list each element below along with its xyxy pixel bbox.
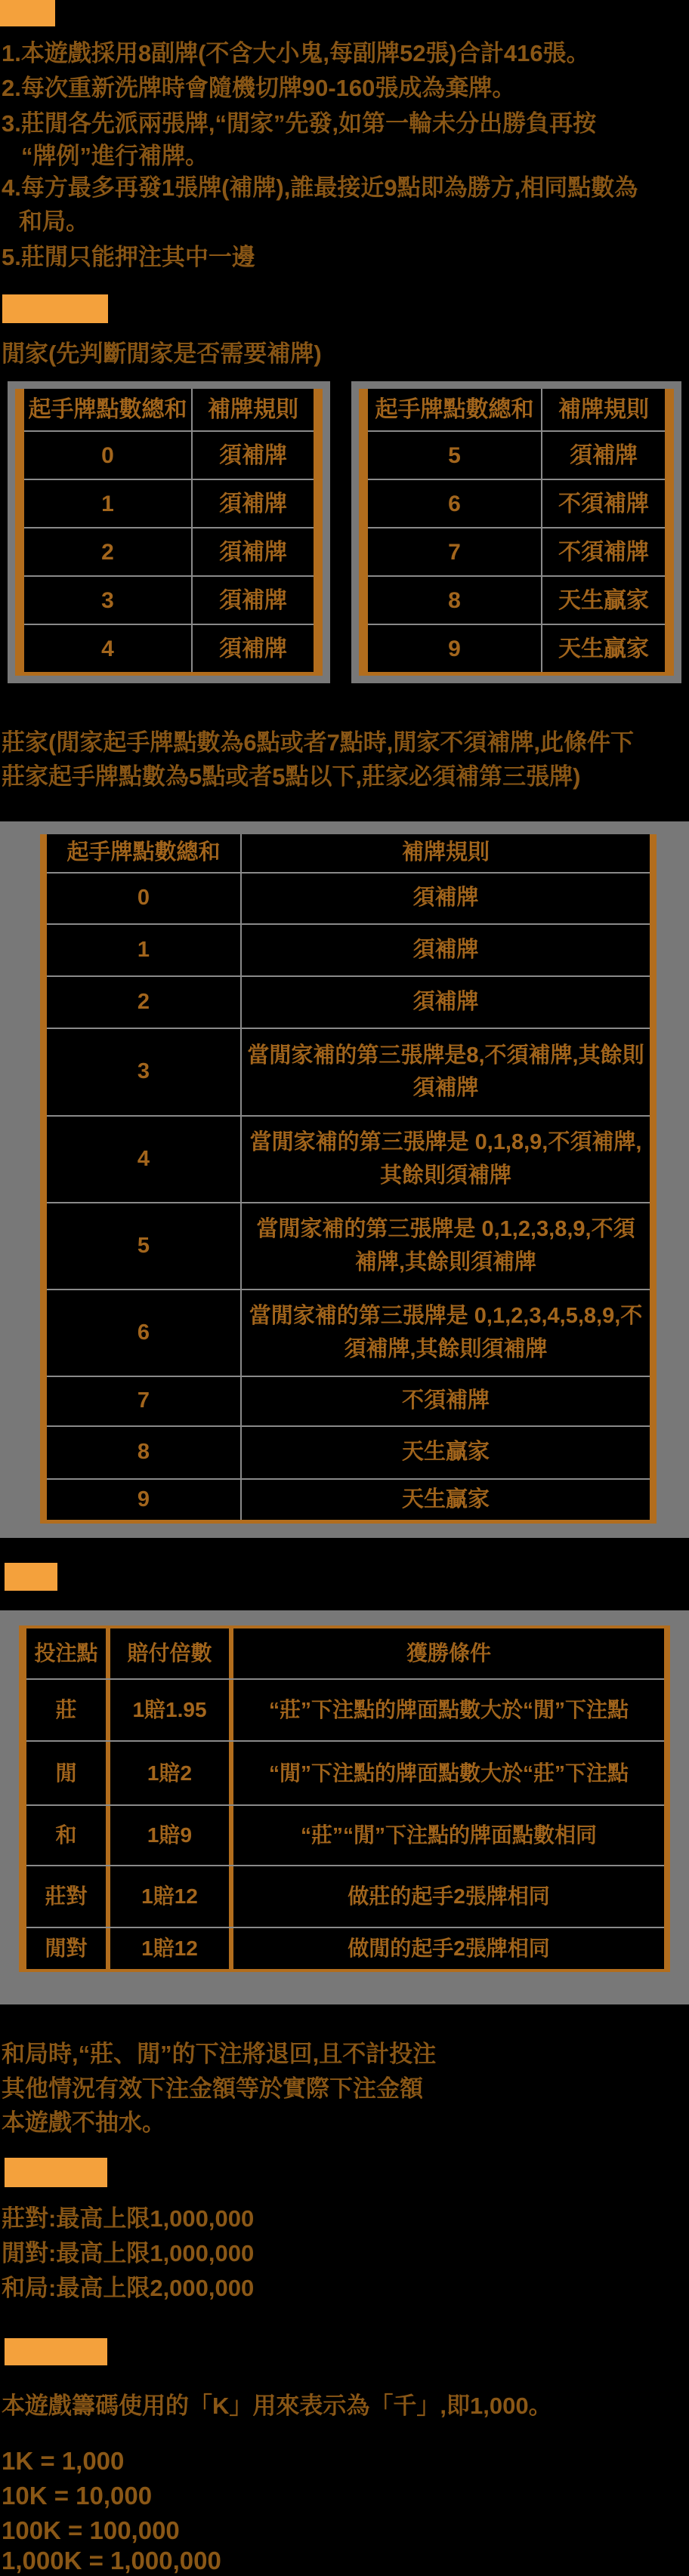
- draw-rule-cell: 不須補牌: [541, 528, 665, 575]
- points-total-cell: 7: [137, 1388, 150, 1413]
- section-badge-rules: [0, 0, 55, 26]
- chip-denomination-line: 1,000K = 1,000,000: [2, 2547, 221, 2574]
- limit-line: 和局:最高上限2,000,000: [2, 2275, 255, 2301]
- points-total-cell: 4: [101, 636, 114, 661]
- payout-cell: 1賠2: [106, 1742, 229, 1804]
- draw-rule-cell: 當閒家補的第三張牌是8,不須補牌,其餘則須補牌: [240, 1029, 650, 1115]
- table-row: [47, 1425, 650, 1478]
- section-badge-draw-rules: [2, 294, 108, 323]
- odds-note-line: 和局時,“莊、閒”的下注將退回,且不計投注: [2, 2041, 437, 2067]
- points-total-cell: 5: [137, 1233, 150, 1258]
- banker-section-heading-line: 莊家(閒家起手牌點數為6點或者7點時,閒家不須補牌,此條件下: [2, 729, 635, 756]
- table-row: [26, 1740, 664, 1804]
- table-row: [26, 1865, 664, 1927]
- bet-spot-cell: 閒: [55, 1761, 77, 1785]
- bet-spot-cell: 閒對: [45, 1937, 88, 1960]
- win-condition-cell: “莊”下注點的牌面點數大於“閒”下注點: [229, 1680, 664, 1740]
- chips-heading: 本遊戲籌碼使用的「K」用來表示為「千」,即1,000。: [2, 2393, 552, 2419]
- draw-rule-cell: 須補牌: [240, 925, 650, 975]
- points-total-cell: 8: [137, 1440, 150, 1465]
- odds-note-line: 本遊戲不抽水。: [2, 2109, 165, 2136]
- intro-rule-line: 3.莊閒各先派兩張牌,“閒家”先發,如第一輪未分出勝負再按: [2, 110, 597, 137]
- table-row: [47, 1115, 650, 1202]
- limit-line: 莊對:最高上限1,000,000: [2, 2205, 255, 2232]
- table-row: [24, 624, 314, 672]
- points-total-cell: 5: [448, 442, 461, 468]
- intro-rule-line: 和局。: [19, 208, 89, 235]
- player-draw-table-high: [351, 381, 681, 683]
- draw-rule-cell: 不須補牌: [240, 1377, 650, 1425]
- win-condition-cell: “閒”下注點的牌面點數大於“莊”下注點: [229, 1742, 664, 1804]
- chip-denomination-line: 10K = 10,000: [2, 2482, 153, 2510]
- win-condition-cell: 做莊的起手2張牌相同: [229, 1866, 664, 1927]
- draw-rule-cell: 須補牌: [191, 577, 314, 624]
- column-header: 起手牌點數總和: [28, 397, 187, 422]
- payout-cell: 1賠12: [106, 1928, 229, 1969]
- table-row: [368, 430, 665, 479]
- table-row: [47, 1202, 650, 1289]
- section-badge-odds: [5, 1563, 57, 1591]
- section-badge-chips: [5, 2338, 107, 2365]
- table-row: [26, 1678, 664, 1740]
- draw-rule-cell: 當閒家補的第三張牌是 0,1,2,3,8,9,不須補牌,其餘則須補牌: [240, 1203, 650, 1289]
- draw-rule-cell: 須補牌: [240, 874, 650, 923]
- player-section-heading: 閒家(先判斷閒家是否需要補牌): [2, 340, 322, 367]
- points-total-cell: 1: [101, 491, 114, 516]
- draw-rule-cell: 當閒家補的第三張牌是 0,1,2,3,4,5,8,9,不須補牌,其餘則須補牌: [240, 1290, 650, 1376]
- points-total-cell: 9: [137, 1487, 150, 1511]
- bet-spot-cell: 莊: [55, 1698, 77, 1721]
- win-condition-cell: “莊”“閒”下注點的牌面點數相同: [229, 1806, 664, 1865]
- banker-draw-table: [0, 821, 689, 1538]
- table-row: [368, 527, 665, 575]
- draw-rule-cell: 天生贏家: [541, 577, 665, 624]
- draw-rule-cell: 須補牌: [191, 528, 314, 575]
- intro-rule-line: 2.每次重新洗牌時會隨機切牌90-160張成為棄牌。: [2, 75, 516, 101]
- odds-note-line: 其他情況有效下注金額等於實際下注金額: [2, 2075, 423, 2102]
- points-total-cell: 2: [101, 539, 114, 565]
- draw-rule-cell: 須補牌: [191, 480, 314, 527]
- table-row: [47, 1028, 650, 1115]
- draw-rule-cell: 天生贏家: [240, 1480, 650, 1520]
- column-header: 補牌規則: [240, 834, 650, 872]
- payout-cell: 1賠1.95: [106, 1680, 229, 1740]
- points-total-cell: 8: [448, 587, 461, 613]
- column-header: 起手牌點數總和: [375, 397, 534, 422]
- points-total-cell: 3: [101, 587, 114, 613]
- draw-rule-cell: 不須補牌: [541, 480, 665, 527]
- table-row: [368, 624, 665, 672]
- intro-rule-line: 5.莊閒只能押注其中一邊: [2, 244, 255, 270]
- limit-line: 閒對:最高上限1,000,000: [2, 2240, 255, 2266]
- points-total-cell: 4: [137, 1146, 150, 1171]
- table-row: [24, 575, 314, 624]
- odds-table: [0, 1610, 689, 2004]
- table-row: [47, 1289, 650, 1376]
- draw-rule-cell: 須補牌: [541, 432, 665, 479]
- table-row: [47, 1376, 650, 1425]
- points-total-cell: 0: [101, 442, 114, 468]
- points-total-cell: 7: [448, 539, 461, 565]
- table-row: [24, 479, 314, 527]
- table-row: [47, 975, 650, 1028]
- points-total-cell: 6: [448, 491, 461, 516]
- points-total-cell: 1: [137, 937, 150, 962]
- draw-rule-cell: 須補牌: [191, 432, 314, 479]
- table-row: [26, 1927, 664, 1969]
- column-header: 補牌規則: [541, 389, 665, 430]
- column-header: 投注點: [34, 1641, 98, 1665]
- points-total-cell: 0: [137, 886, 150, 911]
- points-total-cell: 2: [137, 989, 150, 1014]
- payout-cell: 1賠12: [106, 1866, 229, 1927]
- table-row: [368, 575, 665, 624]
- table-row: [47, 872, 650, 923]
- column-header: 補牌規則: [191, 389, 314, 430]
- draw-rule-cell: 當閒家補的第三張牌是 0,1,8,9,不須補牌,其餘則須補牌: [240, 1117, 650, 1202]
- table-row: [24, 430, 314, 479]
- points-total-cell: 9: [448, 636, 461, 661]
- column-header: 起手牌點數總和: [66, 840, 221, 865]
- column-header: 賠付倍數: [106, 1628, 229, 1678]
- points-total-cell: 6: [137, 1320, 150, 1345]
- win-condition-cell: 做閒的起手2張牌相同: [229, 1928, 664, 1969]
- intro-rule-line: “牌例”進行補牌。: [21, 143, 209, 169]
- table-row: [47, 1478, 650, 1520]
- intro-rule-line: 4.每方最多再發1張牌(補牌),誰最接近9點即為勝方,相同點數為: [2, 174, 638, 201]
- banker-section-heading-line: 莊家起手牌點數為5點或者5點以下,莊家必須補第三張牌): [2, 763, 581, 790]
- table-row: [24, 527, 314, 575]
- payout-cell: 1賠9: [106, 1806, 229, 1865]
- section-badge-limits: [5, 2158, 107, 2187]
- draw-rule-cell: 天生贏家: [240, 1427, 650, 1478]
- points-total-cell: 3: [137, 1059, 150, 1084]
- draw-rule-cell: 須補牌: [240, 977, 650, 1028]
- column-header: 獲勝條件: [229, 1628, 664, 1678]
- chip-denomination-line: 100K = 100,000: [2, 2516, 180, 2544]
- table-row: [368, 479, 665, 527]
- table-row: [47, 923, 650, 975]
- draw-rule-cell: 天生贏家: [541, 625, 665, 672]
- bet-spot-cell: 莊對: [45, 1884, 88, 1908]
- chip-denomination-line: 1K = 1,000: [2, 2447, 125, 2475]
- intro-rule-line: 1.本遊戲採用8副牌(不含大小鬼,每副牌52張)合計416張。: [2, 40, 590, 66]
- bet-spot-cell: 和: [55, 1823, 77, 1847]
- draw-rule-cell: 須補牌: [191, 625, 314, 672]
- player-draw-table-low: [8, 381, 330, 683]
- table-row: [26, 1804, 664, 1865]
